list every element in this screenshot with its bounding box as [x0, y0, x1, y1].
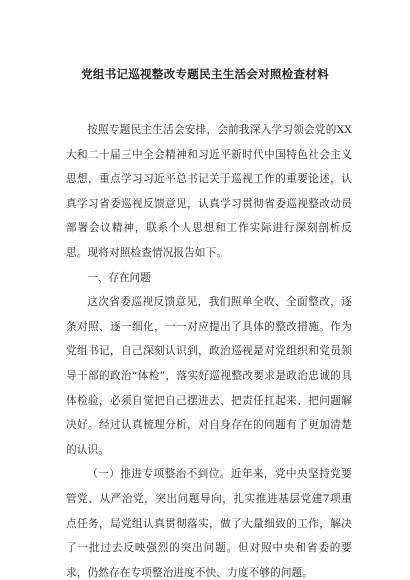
section-paragraph-feedback: 这次省委巡视反馈意见，我们照单全收、全面整改，逐条对照、逐一细化，一一对应提出了具体的整改措施。作为党组书记，自己深刻认识到，政治巡视是对党组织和党员领导干部的政治“体检”，落实好巡视整改要求是政治忠诚的具体检验，必须自觉把自己摆进去、把责任扛起来、把问题解决好。经过认真梳理分析，对自身存在的问题有了更加清楚的认识。: [66, 296, 352, 456]
document-title: 党组书记巡视整改专题民主生活会对照检查材料: [81, 67, 329, 81]
subsection-paragraph-rectification: （一）推进专项整治不到位。近年来，党中央坚持党要管党、从严治党，突出问题导向，扎实推进基层党建7项重点任务，局党组认真贯彻落实，做了大量细致的工作，解决了一批过去反映强烈的突出问题。但对照中央和省委的要求，仍然存在专项整治进度不快、力度不够的问题。: [66, 468, 352, 579]
intro-paragraph: 按照专题民主生活会安排，会前我深入学习领会党的XX大和二十届三中全会精神和习近平新时代中国特色社会主义思想，重点学习习近平总书记关于巡视工作的重要论述，认真学习省委巡视反馈意见，认真学习贯彻省委巡视整改动员部署会议精神，联系个人思想和工作实际进行深刻剖析反思。现将对照检查情况报告如下。: [66, 124, 352, 259]
section-heading-problems: 一、存在问题: [87, 271, 151, 284]
document-body: [66, 118, 352, 580]
